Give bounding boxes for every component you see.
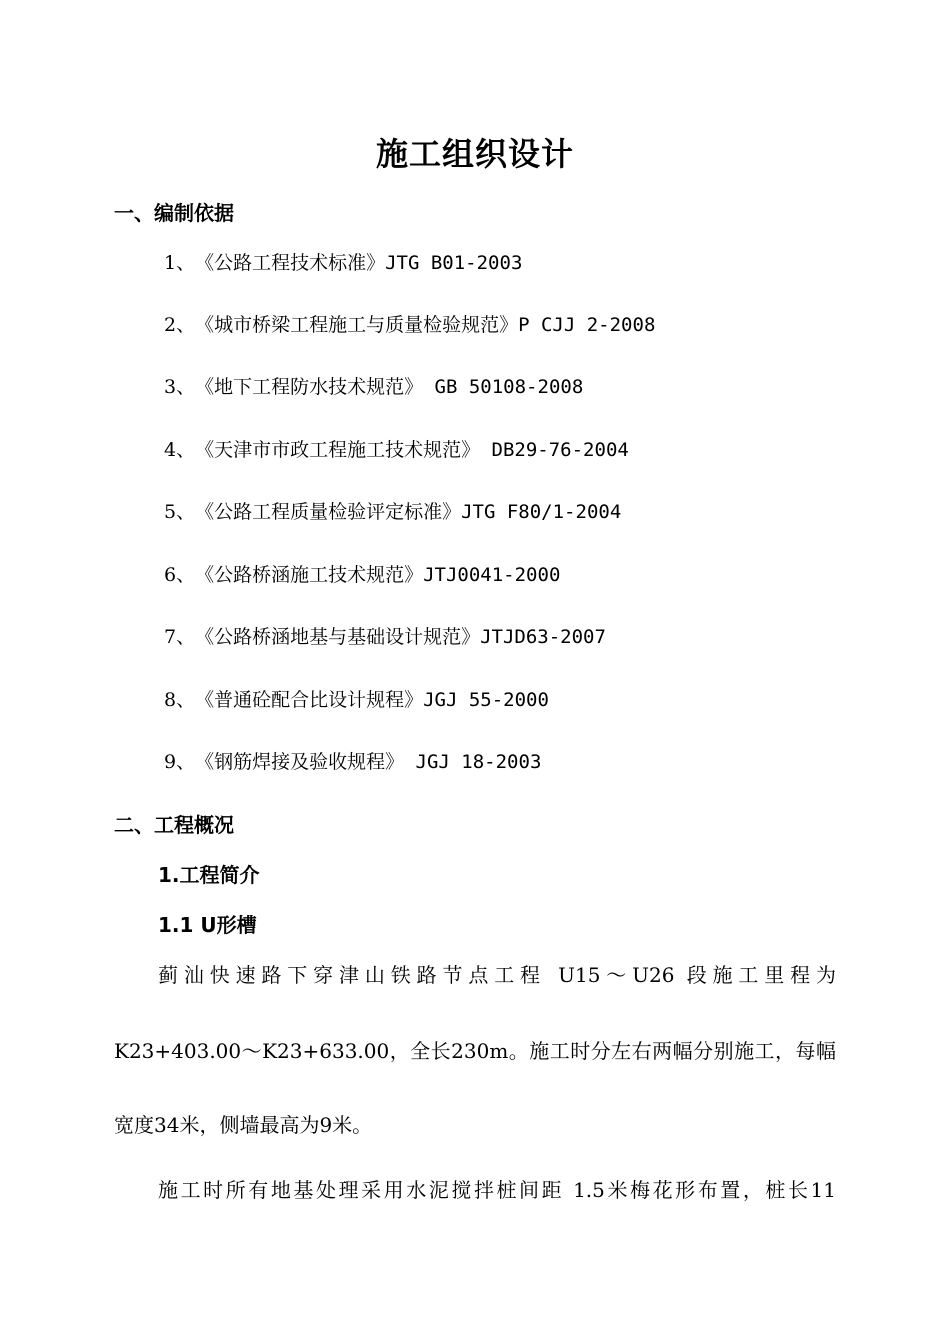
subsection-heading: 1.1 U形槽 xyxy=(158,913,257,937)
reference-code: JGJ 55-2000 xyxy=(423,689,549,711)
reference-code: GB 50108-2008 xyxy=(423,376,584,398)
paragraph-line: K23+403.00～K23+633.00，全长230m。施工时分左右两幅分别施工，每幅 xyxy=(114,1039,836,1063)
reference-code: JTG F80/1-2004 xyxy=(461,501,622,523)
reference-name: 《公路工程质量检验评定标准》 xyxy=(195,501,462,523)
reference-name: 《公路桥涵地基与基础设计规范》 xyxy=(195,626,481,648)
paragraph-line: 施工时所有地基处理采用水泥搅拌桩间距 1.5米梅花形布置，桩长11 xyxy=(158,1178,836,1202)
reference-item xyxy=(164,685,549,715)
document-title: 施工组织设计 xyxy=(375,135,574,173)
reference-name: 《地下工程防水技术规范》 xyxy=(195,376,424,398)
reference-item xyxy=(164,560,560,590)
reference-number: 7、 xyxy=(164,626,196,648)
reference-name: 《普通砼配合比设计规程》 xyxy=(195,689,424,711)
reference-number: 4、 xyxy=(164,439,196,461)
paragraph-line: 蓟汕快速路下穿津山铁路节点工程 U15～U26 段施工里程为 xyxy=(158,963,836,987)
reference-item xyxy=(164,497,621,527)
reference-code: JTJD63-2007 xyxy=(480,626,606,648)
reference-item xyxy=(164,435,629,465)
reference-item xyxy=(164,310,655,340)
reference-item xyxy=(164,372,583,402)
reference-code: JTG B01-2003 xyxy=(385,252,523,274)
reference-code: P CJJ 2-2008 xyxy=(518,314,656,336)
reference-name: 《公路工程技术标准》 xyxy=(195,252,386,274)
reference-name: 《钢筋焊接及验收规程》 xyxy=(195,751,405,773)
reference-name: 《天津市市政工程施工技术规范》 xyxy=(195,439,481,461)
reference-code: JGJ 18-2003 xyxy=(404,751,542,773)
section-heading-basis: 一、编制依据 xyxy=(114,201,234,225)
subsection-heading: 1.工程简介 xyxy=(158,863,260,887)
reference-name: 《城市桥梁工程施工与质量检验规范》 xyxy=(195,314,519,336)
reference-number: 1、 xyxy=(164,252,196,274)
reference-name: 《公路桥涵施工技术规范》 xyxy=(195,564,424,586)
reference-number: 9、 xyxy=(164,751,196,773)
reference-item xyxy=(164,622,606,652)
section-heading-overview: 二、工程概况 xyxy=(114,813,234,837)
reference-number: 8、 xyxy=(164,689,196,711)
reference-code: DB29-76-2004 xyxy=(480,439,629,461)
paragraph-line: 宽度34米，侧墙最高为9米。 xyxy=(114,1113,373,1137)
reference-item xyxy=(164,747,541,777)
reference-number: 6、 xyxy=(164,564,196,586)
reference-number: 3、 xyxy=(164,376,196,398)
reference-code: JTJ0041-2000 xyxy=(423,564,561,586)
reference-item xyxy=(164,248,522,278)
reference-number: 5、 xyxy=(164,501,196,523)
reference-number: 2、 xyxy=(164,314,196,336)
